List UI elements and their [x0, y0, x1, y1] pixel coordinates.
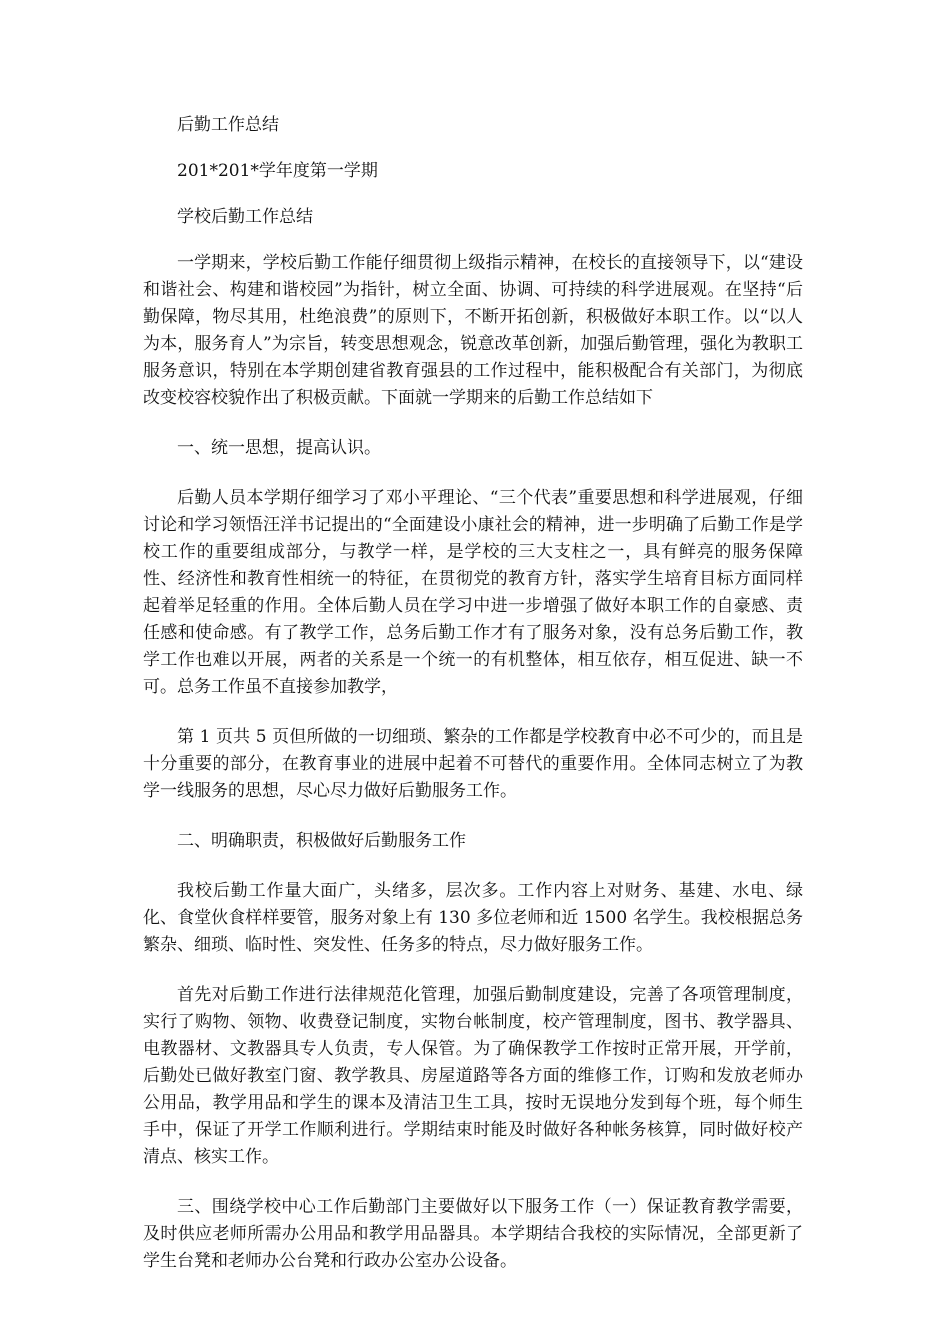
document-term: 201*201*学年度第一学期	[177, 161, 378, 181]
document-title: 后勤工作总结	[177, 115, 279, 135]
document-page	[143, 112, 803, 1275]
paragraph-section-3: 三、围绕学校中心工作后勤部门主要做好以下服务工作（一）保证教育教学需要，及时供应老师所需办公用品和教学用品器具。本学期结合我校的实际情况，全部更新了学生台凳和老师办公台凳和行政办公室办公设备。	[143, 1197, 803, 1271]
paragraph-page-break: 第 1 页共 5 页但所做的一切细琐、繁杂的工作都是学校教育中必不可少的，而且是十分重要的部分，在教育事业的进展中起着不可替代的重要作用。全体同志树立了为教学一线服务的思想，尽心尽力做好后勤服务工作。	[143, 727, 803, 801]
document-subtitle: 学校后勤工作总结	[177, 207, 313, 227]
section-heading-1: 一、统一思想，提高认识。	[177, 438, 381, 458]
section-heading-2: 二、明确职责，积极做好后勤服务工作	[177, 831, 466, 851]
paragraph-section-1: 后勤人员本学期仔细学习了邓小平理论、“三个代表”重要思想和科学进展观，仔细讨论和学习领悟汪洋书记提出的“全面建设小康社会的精神，进一步明确了后勤工作是学校工作的重要组成部分，与教学一样，是学校的三大支柱之一，具有鲜亮的服务保障性、经济性和教育性相统一的特征，在贯彻党的教育方针，落实学生培育目标方面同样起着举足轻重的作用。全体后勤人员在学习中进一步增强了做好本职工作的自豪感、责任感和使命感。有了教学工作，总务后勤工作才有了服务对象，没有总务后勤工作，教学工作也难以开展，两者的关系是一个统一的有机整体，相互依存，相互促进、缺一不可。总务工作虽不直接参加教学，	[143, 488, 803, 697]
paragraph-section-2b: 首先对后勤工作进行法律规范化管理，加强后勤制度建设，完善了各项管理制度，实行了购物、领物、收费登记制度，实物台帐制度，校产管理制度，图书、教学器具、电教器材、文教器具专人负责，专人保管。为了确保教学工作按时正常开展，开学前，后勤处已做好教室门窗、教学教具、房屋道路等各方面的维修工作，订购和发放老师办公用品，教学用品和学生的课本及清洁卫生工具，按时无误地分发到每个班，每个师生手中，保证了开学工作顺利进行。学期结束时能及时做好各种帐务核算，同时做好校产清点、核实工作。	[143, 985, 803, 1167]
paragraph-intro: 一学期来，学校后勤工作能仔细贯彻上级指示精神，在校长的直接领导下，以“建设和谐社会、构建和谐校园”为指针，树立全面、协调、可持续的科学进展观。在坚持“后勤保障，物尽其用，杜绝浪费”的原则下，不断开拓创新，积极做好本职工作。以“以人为本，服务育人”为宗旨，转变思想观念，锐意改革创新，加强后勤管理，强化为教职工服务意识，特别在本学期创建省教育强县的工作过程中，能积极配合有关部门，为彻底改变校容校貌作出了积极贡献。下面就一学期来的后勤工作总结如下	[143, 253, 803, 408]
paragraph-section-2a: 我校后勤工作量大面广，头绪多，层次多。工作内容上对财务、基建、水电、绿化、食堂伙食样样要管，服务对象上有 130 多位老师和近 1500 名学生。我校根据总务繁杂、细琐、临时性、突发性、任务多的特点，尽力做好服务工作。	[143, 881, 803, 955]
